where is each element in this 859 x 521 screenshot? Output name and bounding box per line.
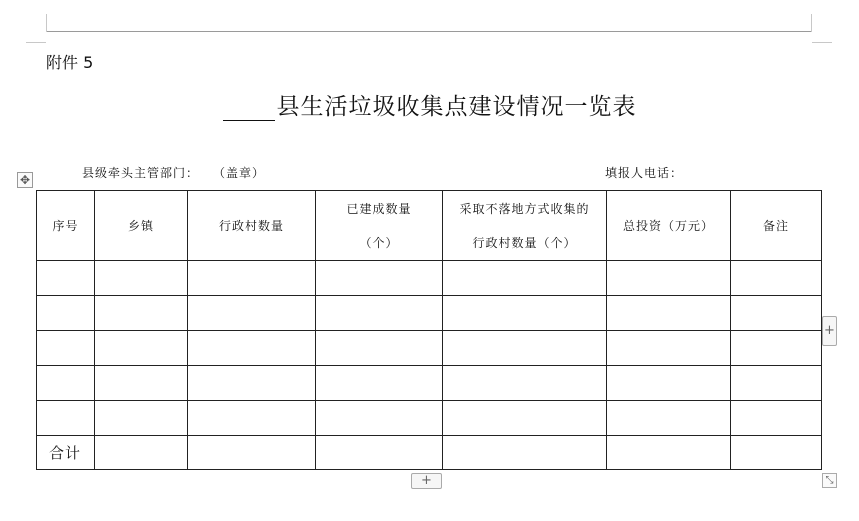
table-move-icon[interactable]: ✥ <box>17 172 33 188</box>
attachment-label: 附件 5 <box>46 53 94 72</box>
table-row <box>37 331 822 366</box>
header-nonlocal-line2: 行政村数量（个） <box>472 235 577 250</box>
total-label: 合计 <box>37 436 95 470</box>
summary-table <box>36 190 822 470</box>
header-nonlocal <box>443 191 607 261</box>
table-resize-icon[interactable]: ⤡ <box>822 473 837 488</box>
table-cell[interactable] <box>443 401 607 436</box>
table-cell[interactable] <box>188 261 316 296</box>
margin-corner-top-right-vertical <box>811 14 812 32</box>
add-column-button[interactable]: + <box>822 316 837 346</box>
table-cell[interactable] <box>607 261 731 296</box>
page-margin-top-line <box>46 31 812 32</box>
table-cell[interactable] <box>316 436 443 470</box>
margin-corner-top-left-vertical <box>46 14 47 32</box>
table-cell[interactable] <box>188 436 316 470</box>
table-cell[interactable] <box>731 366 822 401</box>
table-cell[interactable] <box>443 296 607 331</box>
table-cell[interactable] <box>188 401 316 436</box>
table-cell[interactable] <box>95 331 188 366</box>
seal-label: （盖章） <box>213 166 266 180</box>
table-cell[interactable] <box>731 331 822 366</box>
table-cell[interactable] <box>607 296 731 331</box>
table-cell[interactable] <box>37 296 95 331</box>
dept-label: 县级牵头主管部门： <box>82 166 200 180</box>
table-cell[interactable] <box>95 366 188 401</box>
county-name-blank[interactable] <box>223 98 275 121</box>
header-built-line2: （个） <box>359 235 399 250</box>
document-title-text: 县生活垃圾收集点建设情况一览表 <box>276 94 637 120</box>
table-cell[interactable] <box>316 331 443 366</box>
table-cell[interactable] <box>95 296 188 331</box>
table-cell[interactable] <box>37 366 95 401</box>
margin-corner-top-left-horizontal <box>26 42 46 43</box>
table-row <box>37 401 822 436</box>
table-cell[interactable] <box>316 296 443 331</box>
table-cell[interactable] <box>607 401 731 436</box>
table-cell[interactable] <box>443 331 607 366</box>
table-cell[interactable] <box>443 366 607 401</box>
header-seq: 序号 <box>37 191 95 261</box>
table-cell[interactable] <box>188 366 316 401</box>
table-row <box>37 296 822 331</box>
table-cell[interactable] <box>316 366 443 401</box>
table-cell[interactable] <box>607 331 731 366</box>
table-cell[interactable] <box>731 401 822 436</box>
add-row-button[interactable]: + <box>411 473 442 489</box>
table-cell[interactable] <box>443 436 607 470</box>
header-town: 乡镇 <box>95 191 188 261</box>
table-cell[interactable] <box>731 436 822 470</box>
header-investment: 总投资（万元） <box>607 191 731 261</box>
table-cell[interactable] <box>188 296 316 331</box>
table-cell[interactable] <box>607 366 731 401</box>
table-cell[interactable] <box>37 261 95 296</box>
phone-label: 填报人电话： <box>605 166 684 180</box>
table-cell[interactable] <box>316 261 443 296</box>
table-cell[interactable] <box>188 331 316 366</box>
header-villages: 行政村数量 <box>188 191 316 261</box>
table-cell[interactable] <box>37 401 95 436</box>
dept-line <box>82 164 265 181</box>
table-header-row <box>37 191 822 261</box>
document-title <box>0 88 859 121</box>
table-cell[interactable] <box>95 261 188 296</box>
table-row <box>37 366 822 401</box>
table-cell[interactable] <box>731 261 822 296</box>
table-cell[interactable] <box>37 331 95 366</box>
table-cell[interactable] <box>95 401 188 436</box>
table-cell[interactable] <box>95 436 188 470</box>
table-total-row <box>37 436 822 470</box>
table-cell[interactable] <box>607 436 731 470</box>
header-remarks: 备注 <box>731 191 822 261</box>
header-built <box>316 191 443 261</box>
table-cell[interactable] <box>316 401 443 436</box>
table-cell[interactable] <box>443 261 607 296</box>
table-cell[interactable] <box>731 296 822 331</box>
header-built-line1: 已建成数量 <box>346 201 412 216</box>
margin-corner-top-right-horizontal <box>812 42 832 43</box>
table-row <box>37 261 822 296</box>
header-nonlocal-line1: 采取不落地方式收集的 <box>459 201 590 216</box>
